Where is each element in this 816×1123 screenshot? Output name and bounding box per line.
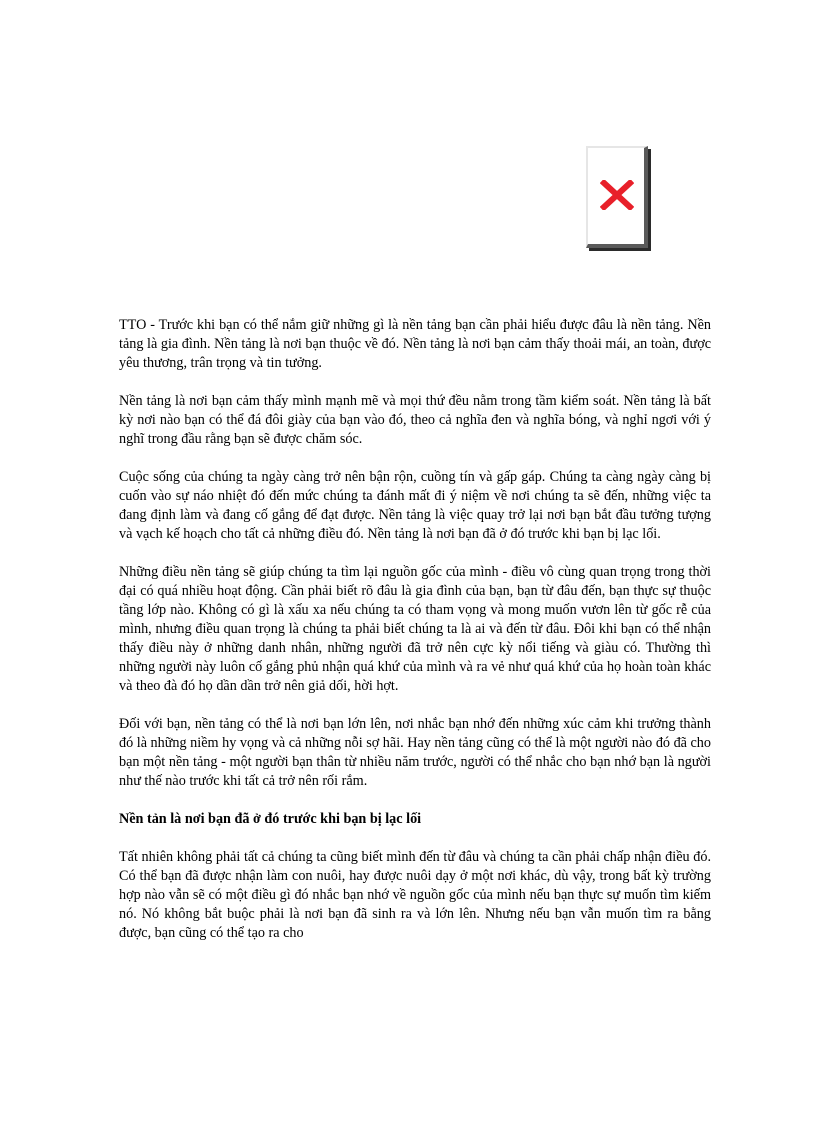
document-body bbox=[119, 316, 711, 962]
paragraph-roots: Những điều nền tảng sẽ giúp chúng ta tìm lại nguồn gốc của mình - điều vô cùng quan trọng trong thời đại có quá nhiều hoạt động. Cần phải biết rõ đâu là gia đình của bạn, bạn từ đâu đến, bạn thực sự thuộc tầng lớp nào. Không có gì là xấu xa nếu chúng ta có tham vọng và mong muốn vươn lên từ gốc rễ của mình, nhưng điều quan trọng là chúng ta phải biết chúng ta là ai và đến từ đâu. Đôi khi bạn có thể nhận thấy điều này ở những danh nhân, những người đã trở nên cực kỳ nổi tiếng và giàu có. Thường thì những người này luôn cố gắng phủ nhận quá khứ của mình và ra vẻ như quá khứ của họ hoàn toàn khác và theo đà đó họ dần dần trở nên giả dối, hời hợt. bbox=[119, 564, 711, 694]
paragraph-busy-life: Cuộc sống của chúng ta ngày càng trở nên bận rộn, cuồng tín và gấp gáp. Chúng ta càng ngày càng bị cuốn vào sự náo nhiệt đó đến mức chúng ta đánh mất đi ý niệm về nơi chúng ta sẽ đến, những việc ta đang định làm và đang cố gắng để đạt được. Nền tảng là việc quay trở lại nơi bạn bắt đầu tưởng tượng và vạch kế hoạch cho tất cả những điều đó. Nền tảng là nơi bạn đã ở đó trước khi bạn bị lạc lối. bbox=[119, 469, 711, 542]
section-heading: Nền tản là nơi bạn đã ở đó trước khi bạn bị lạc lối bbox=[119, 811, 422, 827]
paragraph-intro: TTO - Trước khi bạn có thể nắm giữ những gì là nền tảng bạn cần phải hiểu được đâu là nền tảng. Nền tảng là gia đình. Nền tảng là nơi bạn thuộc về đó. Nền tảng là nơi bạn cảm thấy thoải mái, an toàn, được yêu thương, trân trọng và tin tưởng. bbox=[119, 317, 711, 371]
paragraph-strength: Nền tảng là nơi bạn cảm thấy mình mạnh mẽ và mọi thứ đều nằm trong tầm kiểm soát. Nền tảng là bất kỳ nơi nào bạn có thể đá đôi giày của bạn vào đó, theo cả nghĩa đen và nghĩa bóng, và nghỉ ngơi với ý nghĩ trong đầu rằng bạn sẽ được chăm sóc. bbox=[119, 393, 711, 447]
broken-image-red-x-icon bbox=[600, 180, 634, 210]
paragraph-for-you: Đối với bạn, nền tảng có thể là nơi bạn lớn lên, nơi nhắc bạn nhớ đến những xúc cảm khi trưởng thành đó là những niềm hy vọng và cả những nỗi sợ hãi. Hay nền tảng cũng có thể là một người nào đó đã cho bạn một nền tảng - một người bạn thân từ nhiều năm trước, người có thể nhắc cho bạn nhớ bạn là người như thế nào trước khi tất cả trở nên rối rắm. bbox=[119, 716, 711, 789]
paragraph-closing: Tất nhiên không phải tất cả chúng ta cũng biết mình đến từ đâu và chúng ta cần phải chấp nhận điều đó. Có thể bạn đã được nhận làm con nuôi, hay được nuôi dạy ở một nơi khác, dù vậy, trong bất kỳ trường hợp nào vẫn sẽ có một điều gì đó nhắc bạn nhớ về nguồn gốc của mình nếu bạn thực sự muốn tìm kiếm nó. Nó không bắt buộc phải là nơi bạn đã sinh ra và lớn lên. Nhưng nếu bạn vẫn muốn tìm ra bằng được, bạn cũng có thể tạo ra cho bbox=[119, 849, 711, 941]
broken-image-placeholder bbox=[586, 146, 648, 248]
